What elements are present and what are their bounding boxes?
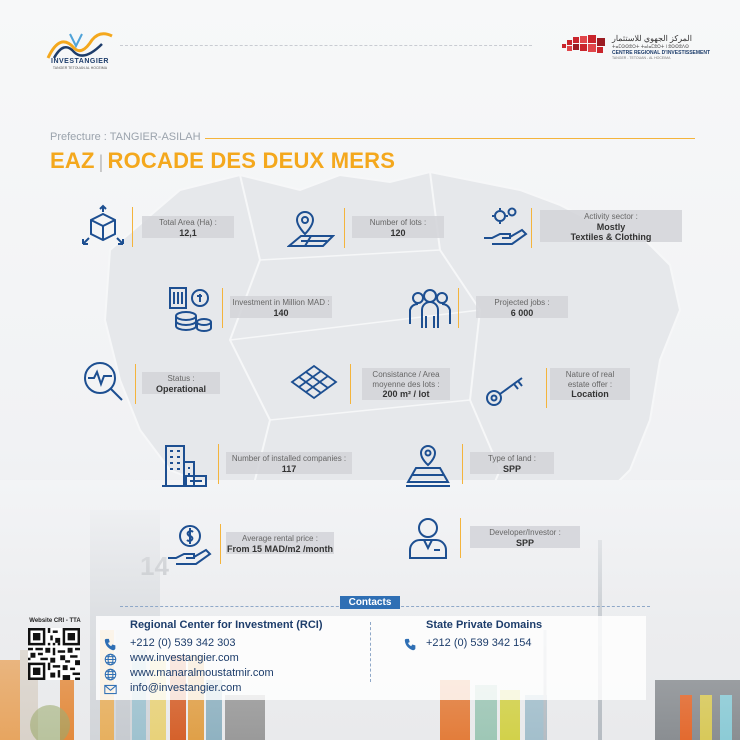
divider	[132, 207, 133, 247]
developer-value: SPP	[515, 537, 534, 548]
divider	[462, 444, 463, 484]
land-label: Type of land :	[487, 454, 537, 463]
investment-box	[230, 296, 332, 318]
logo-tagline: TANGER TETOUAN AL HOCEIMA	[52, 66, 108, 70]
phone-icon	[404, 638, 417, 651]
prefecture-divider	[205, 138, 695, 139]
rental-price-icon	[166, 522, 214, 570]
cri-region: TANGER - TETOUAN - AL HOCEIMA	[612, 56, 671, 60]
website-qr-code[interactable]	[28, 628, 80, 680]
investment-coins-icon	[166, 284, 214, 332]
prefecture-label: Prefecture : TANGIER-ASILAH	[50, 131, 201, 143]
consistance-label-2: moyenne des lots :	[372, 379, 440, 389]
title-name: ROCADE DES DEUX MERS	[107, 148, 396, 173]
grid-network-icon	[290, 358, 338, 406]
map-lots-icon	[287, 208, 335, 256]
email-icon	[104, 683, 117, 696]
total-area-value: 12,1	[179, 227, 197, 238]
divider	[220, 524, 221, 564]
status-value: Operational	[155, 383, 206, 394]
total-area-label: Total Area (Ha) :	[159, 218, 217, 227]
divider	[350, 364, 351, 404]
people-jobs-icon	[406, 286, 454, 334]
developer-label: Developer/Investor :	[489, 528, 561, 537]
divider	[222, 288, 223, 328]
globe-icon	[104, 668, 117, 681]
activity-box	[540, 210, 682, 242]
industrial-buildings-background	[0, 480, 740, 740]
nature-box	[550, 368, 630, 400]
phone-icon	[104, 638, 117, 651]
page-title	[50, 148, 395, 174]
nature-label: Nature of real	[565, 370, 615, 379]
manar-website-link[interactable]: www.manaralmoustatmir.com	[130, 667, 274, 679]
land-value: SPP	[502, 463, 521, 474]
rci-email-link[interactable]: info@investangier.com	[130, 682, 242, 694]
lots-label: Number of lots :	[369, 218, 427, 227]
investment-label: Investment in Million MAD :	[232, 298, 330, 307]
activity-label: Activity sector :	[584, 212, 638, 221]
status-box	[142, 372, 220, 394]
contacts-column-divider	[370, 622, 371, 682]
rental-value: From 15 MAD/m2 /month	[226, 543, 333, 554]
consistance-label: Consistance / Area	[372, 370, 440, 379]
rci-title: Regional Center for Investment (RCI)	[130, 619, 323, 631]
investment-value: 140	[273, 307, 289, 318]
cri-logo	[560, 34, 610, 56]
developer-person-icon	[404, 514, 452, 562]
companies-value: 117	[281, 463, 297, 474]
spd-phone[interactable]: +212 (0) 539 342 154	[426, 637, 532, 649]
companies-label: Number of installed companies :	[231, 454, 347, 463]
title-separator: |	[98, 152, 104, 172]
status-magnifier-icon	[80, 358, 128, 406]
jobs-label: Projected jobs :	[494, 298, 550, 307]
lots-box	[352, 216, 444, 238]
rci-website-link[interactable]: www.investangier.com	[130, 652, 239, 664]
companies-box	[226, 452, 352, 474]
logo-name: INVESTANGIER	[51, 58, 109, 65]
divider	[135, 364, 136, 404]
lots-value: 120	[390, 227, 406, 238]
cube-area-icon	[79, 204, 127, 252]
total-area-box	[142, 216, 234, 238]
divider	[344, 208, 345, 248]
divider	[460, 518, 461, 558]
nature-value: Location	[571, 389, 609, 400]
status-label: Status :	[167, 374, 195, 383]
activity-value: Mostly	[596, 221, 626, 232]
key-icon	[484, 368, 532, 416]
consistance-box	[362, 368, 450, 400]
nature-label-2: estate offer :	[567, 379, 613, 389]
contacts-title: Contacts	[340, 596, 400, 609]
divider	[218, 444, 219, 484]
rental-box	[226, 532, 334, 554]
gears-hand-icon	[482, 204, 530, 252]
cri-french-name: CENTRE REGIONAL D'INVESTISSEMENT	[612, 50, 711, 56]
consistance-value: 200 m² / lot	[382, 389, 430, 400]
land-location-icon	[404, 442, 452, 490]
developer-box	[470, 526, 580, 548]
title-prefix: EAZ	[50, 148, 95, 173]
land-box	[470, 452, 554, 474]
spd-title: State Private Domains	[426, 619, 543, 631]
divider	[458, 288, 459, 328]
header-divider	[120, 45, 532, 46]
divider	[531, 208, 532, 248]
jobs-value: 6 000	[510, 307, 534, 318]
divider	[546, 368, 547, 408]
jobs-box	[476, 296, 568, 318]
rci-phone[interactable]: +212 (0) 539 342 303	[130, 637, 236, 649]
rental-label: Average rental price :	[242, 534, 318, 543]
cri-tifinagh-name: ⵜⴰⵎⵙⵙⵓⵔⵜ ⵜⴰⵏⴰⵎⵓⵔⵜ ⵏ ⵓⵙⵙⵓⴷⵙ	[612, 44, 689, 49]
buildings-icon	[160, 442, 208, 490]
qr-label: Website CRI - TTA	[29, 618, 81, 624]
activity-value-2: Textiles & Clothing	[570, 232, 652, 243]
globe-icon	[104, 653, 117, 666]
cri-arabic-name: المركز الجهوي للاستثمار	[612, 34, 692, 43]
